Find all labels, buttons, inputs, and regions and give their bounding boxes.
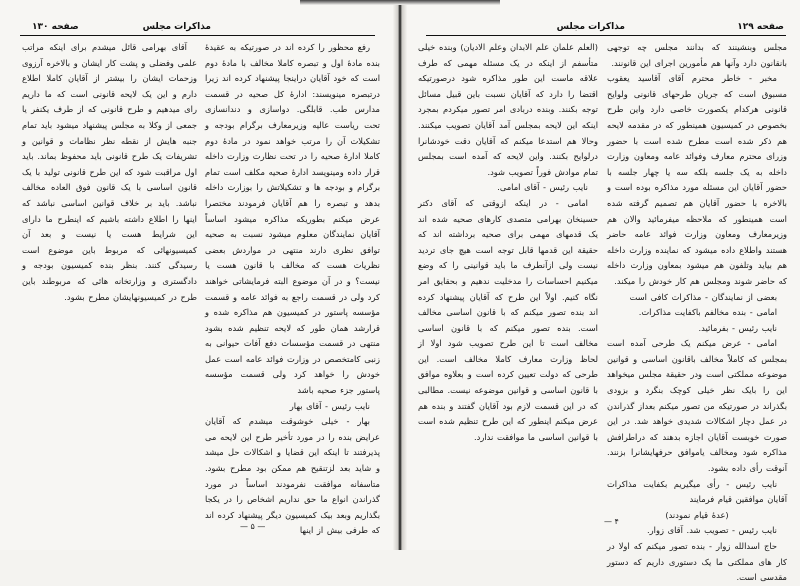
page-footer-marker: — ۴ [604,517,619,526]
paragraph: مخبر - خاطر محترم آقای آقاسید یعقوب مسبوق است که جریان طرحهای قانونی ولوایح قانونی هرکدام یکصورت خاصی دارد واین طرح بخصوص در کمیسیون همینطور که در مقدمه لایحه هم ذکر شده است مطرح شده است با حضور وزرای محترم معارف وفوائد عامه ومعاون وزارت داخله به یک جلسه بلکه سه یا چهار جلسه با حضور آقایان این مسئله مورد مذاکره بوده است و بالاخره با حضور آقایان هم تصمیم گرفته شده است همینطور که ملاحظه میفرمائید والان هم وزیرمعارف ومعاون وزارت فوائد عامه حاضر هستند واطلاع داده میشود که نماینده وزارت داخله هم بیاید وتلفون هم میشود بمعاون وزارت داخله که حاضر شوند ومجلس هم کار خودش را میکند. [607,73,787,286]
speaker-line: نایب رئیس - آقای بهار [289,400,370,411]
speaker-line: امامی - بنده مخالفم باکفایت مذاکرات. [638,307,777,318]
book-gutter [393,0,407,550]
paragraph: بهار - خیلی خوشوقت میشدم که آقایان عرایض بنده را در مورد تأخیر طرح این لایحه می پذیرفتند تا اینکه این قضایا و اشکالات حل میشد و شاید بعد لزتنقیح هم ممکن بود مطرح بشود. متاسفانه موافقت نفرمودند اساساً در مورد گذراندن انواع ما حق نداریم اشخاص را در یکجا بگذاریم وبعد بیک کمیسیون دیگر پیشنهاد کرده اند که طرفی بیش از اینها [205,416,380,536]
right-page [404,0,800,583]
running-title: مذاکرات مجلس [142,22,211,32]
left-page-column-inner [205,40,380,539]
paragraph: رفع محظور را کرده اند در صورتیکه به عقیدهٔ بنده مادهٔ اول و تبصره کاملا مخالف با مادهٔ دوم است که خود آقایان دراینجا پیشنهاد کرده اند زیرا درتبصره مینویسند: ادارهٔ کل صحیه در قسمت مدارس طب. قابلگی. دواسازی و دندانسازی تحت ریاست عالیه وزیرمعارف برگرام بودجه و تشکیلات آن را مرتب خواهد نمود در مادهٔ دوم کاملا ادارهٔ صحیه را در تحت نظارت وزارت داخله قرار داده ومینویسد ادارهٔ صحیه مکلف است تمام برگرام و بودجه ها و تشکیلاتش را بوزارت داخله بدهد و تبصره را هم آقایان فرمودند مختصرا عرض میکنم بطوریکه مذاکره میشود اساساً آقایان نمایندگان معلوم میشود نسبت به صحیه توافق نظری دارند منتهی در مواردش بعضی نظریات هست که مخالف با قانون هست یا نیست؟ و در آن موضوع البته فرمایشاتی خواهند کرد ولی در قسمت راجع به فوائد عامه و قسمت مؤسسه پاستور در کمیسیون هم مذاکره شده و قرارشد همان طور که لایحه تنظیم شده بشود منتهی در قسمت مؤسسات دفع آفات حیوانی به زنبی کامتخصص در وزارت فوائد عامه است عمل خودش را خواهد کرد ولی قسمت مؤسسه پاستور جزء صحیه باشد [205,42,380,396]
speaker-line: نایب رئیس - تصویب شد. آقای زوار. [647,525,777,536]
running-title: مذاکرات مجلس [556,22,625,32]
right-page-column-inner [418,40,598,445]
left-page-column-outer [22,40,197,305]
page-number-label: صفحه ۱۲۹ [737,22,784,32]
paragraph: امامی - عرض میکنم یک طرحی آمده است بمجلس که کاملاً مخالف باقانون اساسی و قوانین موضوعه مملکتی است ودر حقیقة مجلس میخواهد این را بایک نظر خیلی کوچک بنگرد و بزودی بگذراند در صورتیکه من تصور میکنم بعداز گذراندن در عمل دچار اشکالات شدیدی خواهد شد. در این صورت خوبست آقایان اجازه بدهند که دراطرافش مذاکره شود ومخالف یاموافق حرفهایشانرا بزنند. آنوقت رأی داده بشود. [607,338,787,474]
paragraph: حاج اسدالله زوار - بنده تصور میکنم که اولا در کار های مملکتی ما یک دستوری داریم که دستور مقدسی است. [607,541,787,583]
speaker-line: بعضی از نمایندگان - مذاکرات کافی است [629,291,777,302]
paragraph: امامی - در اینکه ازوقتی که آقای دکتر حسینخان بهرامی متصدی کارهای صحیه شده اند یک قدمهای مهمی برای صحیه برداشته اند که حقیقة این قدمها قابل توجه است هیچ جای تردید نیست ولی ازآنطرف ما باید قوانینی را که وضع میکنیم احساسات را مدخلیت ندهیم و بحقایق امر نگاه کنیم. اولاً این طرح که آقایان پیشنهاد کرده اند بنده تصور میکنم که با قانون اساسی مخالف است. بنده تصور میکنم که با قانون اساسی مخالف است تا این طرح تصویب شود اولا از لحاظ وزارت معارف کاملا مخالف است. این طرحی که دولت تعیین کرده است و بعلاوه موافق با قانون اساسی و قوانین موضوعه نیست. مطالبی که در این قسمت لازم بود آقایان گفتند و بنده هم عرض میکنم اینطور که این طرح تنظیم شده است با قوانین اساسی ما موافقت ندارد. [418,197,598,442]
header-rule [20,35,375,36]
left-page-header [0,22,396,36]
paragraph: آقای بهرامی قائل میشدم برای اینکه مراتب علمی وفضلی و پشت کار ایشان و بالاخره آرزوی وزحمات ایشان را بیشتر از آقایان کاملا اطلاع دارم و این یک لایحه قانونی است که ما داریم رای میدهیم و طرح قانونی که از طرف یکنفر یا جمعی از وکلا به مجلس پیشنهاد میشود باید تمام جنبه هایش از نقطه نظر نظامات و قوانین و تشریفات یک طرح قانونی باید محفوظ بماند. باید اول مراقبت شود که این طرح قانونی تولید با یک قانون اساسی با یک قانون فوق العاده مخالف نباشد. باید بر خلاف قوانین اساسی نباشد که اینها را اطلاع داشته باشیم که اینطرح ما دارای این شرایط هست یا نیست و بعد آن کمیسیونهائی که مربوط باین موضوع است رسیدگی کنند. بنظر بنده کمیسیون بودجه و دادگستری و وزارتخانه هائی که مربوطند باین طرح در کمیسیونهایشان مطرح بشود. [22,42,197,302]
right-page-header [404,22,800,36]
page-footer-marker: — ۵ — [240,522,266,531]
top-edge-shadow [300,0,500,5]
header-rule [426,35,786,36]
left-page [0,0,396,550]
paragraph: مجلس وبنشینند که بدانند مجلس چه توجهی بانقانون دارد وآنها هم مأمورین اجرای این قانونند. [607,42,787,68]
page-number-label: صفحه ۱۳۰ [32,22,79,32]
paragraph: (العلم علمان علم الابدان وعلم الادیان) وبنده خیلی متأسفم از اینکه در یک مسئله مهمی که طرف علاقه ماست این طور مذاکره شود درصورتیکه اقتضا را دارد که آقایان نسبت باین قبیل مسائل توجه بکنند. وبنده دربادی امر تصور میکردم بمجرد اینکه این لایحه بمجلس آمد آقایان تصویب میکنند. وحالا هم استدعا میکنم که آقایان دقت خودشانرا درلوایح بکنند. واین لایحه که آمده است بمجلس تمام موادش فوراً تصویب شود. [418,42,598,177]
speaker-line: نایب رئیس - بفرمائید. [698,322,777,333]
paragraph: نایب رئیس - رأی میگیریم بکفایت مذاکرات آقایان موافقین قیام فرمایند [607,478,787,505]
right-page-column-outer [607,40,787,586]
vote-note: (عدهٔ قیام نمودند) [665,509,729,520]
speaker-line: نایب رئیس - آقای امامی. [497,182,588,193]
